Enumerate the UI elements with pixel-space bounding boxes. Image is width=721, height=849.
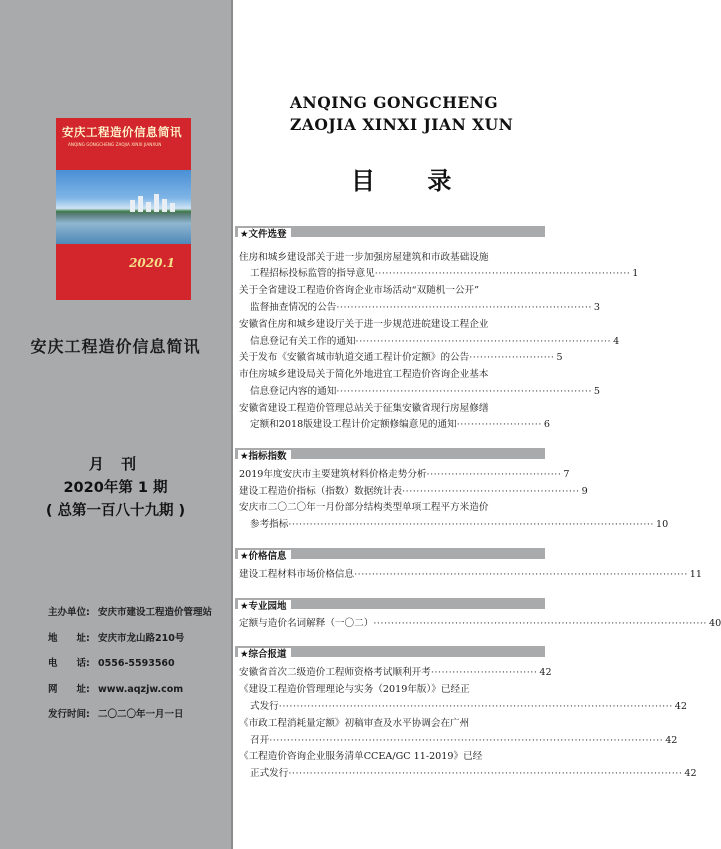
cover-subtitle: ANQING GONGCHENG ZAOJIA XINXI JIANXUN xyxy=(68,142,162,147)
skyline-graphic xyxy=(126,192,181,212)
toc-entry-line[interactable]: 安庆市二〇二〇年一月份部分结构类型单项工程平方米造价 xyxy=(239,502,489,513)
toc-entry-line[interactable]: 正式发行 ··············································································································· 42 xyxy=(250,768,697,779)
page-number: 42 xyxy=(665,735,678,746)
page-number: 5 xyxy=(556,352,563,363)
section-header-reports: ★综合报道 xyxy=(235,646,545,657)
toc-entry-line[interactable]: 定额与造价名词解释（一〇二） ······························································································ 40 xyxy=(239,618,721,629)
toc-entry-line[interactable]: 2019年度安庆市主要建筑材料价格走势分析 ······································ 7 xyxy=(239,469,570,480)
toc-entry-line[interactable]: 《市政工程消耗量定额》初稿审查及水平协调会在广州 xyxy=(239,718,470,729)
toc-entry-line[interactable]: 安徽省建设工程造价管理总站关于征集安徽省现行房屋修缮 xyxy=(239,403,489,414)
page-number: 6 xyxy=(543,419,551,430)
divider-line xyxy=(231,0,233,849)
toc-entry-line[interactable]: 安徽省住房和城乡建设厅关于进一步规范进皖建设工程企业 xyxy=(239,319,489,330)
toc-entry-line[interactable]: 《工程造价咨询企业服务清单CCEA/GC 11-2019》已经 xyxy=(239,751,483,762)
english-title-line2: ZAOJIA XINXI JIAN XUN xyxy=(290,115,514,134)
toc-entry-line[interactable]: 建设工程造价指标（指数）数据统计表 ·················································· 9 xyxy=(239,486,588,497)
toc-entry-line[interactable]: 市住房城乡建设局关于简化外地进宜工程造价咨询企业基本 xyxy=(239,369,489,380)
section-header-professional: ★专业园地 xyxy=(235,598,545,609)
cover-title: 安庆工程造价信息简讯 xyxy=(62,125,182,139)
page-number: 10 xyxy=(655,519,669,530)
toc-entry-line[interactable]: 工程招标投标监管的指导意见 ········································································ 1 xyxy=(250,268,639,279)
toc-entry-line[interactable]: 信息登记有关工作的通知 ········································································ 4 xyxy=(250,336,620,347)
magazine-name: 安庆工程造价信息简讯 xyxy=(30,337,201,356)
frequency: 月 刊 xyxy=(88,455,143,473)
page-number: 4 xyxy=(613,336,620,347)
toc-entry-line[interactable]: 参考指标 ······································································································· 10 xyxy=(250,519,669,530)
info-phone: 电 话: 0556-5593560 xyxy=(48,658,175,669)
toc-entry-line[interactable]: 召开 ··············································································································· 42 xyxy=(250,735,678,746)
toc-entry-line[interactable]: 安徽省首次二级造价工程师资格考试顺利开考 ······························ 42 xyxy=(239,667,552,678)
total-issue: ( 总第一百八十九期 ) xyxy=(45,503,186,519)
page-number: 9 xyxy=(581,486,588,497)
cover-thumbnail xyxy=(56,118,191,300)
toc-entry-line[interactable]: 监督抽查情况的公告 ········································································ 3 xyxy=(250,302,601,313)
section-header-prices: ★价格信息 xyxy=(235,548,545,559)
toc-entry-line[interactable]: 《建设工程造价管理理论与实务（2019年版）》已经正 xyxy=(239,684,470,695)
issue-number: 2020年第 1 期 xyxy=(63,480,168,496)
info-release-date: 发行时间: 二〇二〇年一月一日 xyxy=(48,709,184,720)
toc-entry-line[interactable]: 关于发布《安徽省城市轨道交通工程计价定额》的公告 ························ 5 xyxy=(239,352,563,363)
toc-entry-line[interactable]: 建设工程材料市场价格信息 ······························································································ 11 xyxy=(239,569,703,580)
info-website: 网 址: www.aqzjw.com xyxy=(48,684,184,695)
toc-entry-line[interactable]: 式发行 ··············································································································· 42 xyxy=(250,701,688,712)
page-number: 42 xyxy=(674,701,688,712)
page-number: 42 xyxy=(539,667,552,678)
page-number: 40 xyxy=(708,618,721,629)
page-number: 3 xyxy=(593,302,601,313)
page-number: 42 xyxy=(684,768,697,779)
cover-photo xyxy=(56,170,191,244)
toc-entry-line[interactable]: 关于全省建设工程造价咨询企业市场活动“双随机一公开” xyxy=(239,285,480,296)
page-number: 11 xyxy=(689,569,703,580)
section-header-documents: ★文件选登 xyxy=(235,226,545,237)
page-number: 1 xyxy=(632,268,639,279)
cover-issue-mark: 2020.1 xyxy=(129,256,175,270)
section-header-indices: ★指标指数 xyxy=(235,448,545,459)
toc-entry-line[interactable]: 住房和城乡建设部关于进一步加强房屋建筑和市政基础设施 xyxy=(239,252,489,263)
info-publisher: 主办单位: 安庆市建设工程造价管理站 xyxy=(48,607,213,618)
english-title-line1: ANQING GONGCHENG xyxy=(290,93,499,112)
page-number: 7 xyxy=(563,469,570,480)
info-address: 地 址: 安庆市龙山路210号 xyxy=(48,633,185,644)
page-number: 5 xyxy=(593,386,601,397)
toc-title: 目 录 xyxy=(351,167,474,195)
toc-entry-line[interactable]: 信息登记内容的通知 ········································································ 5 xyxy=(250,386,601,397)
toc-entry-line[interactable]: 定额和2018版建设工程计价定额修编意见的通知 ························ 6 xyxy=(250,419,551,430)
